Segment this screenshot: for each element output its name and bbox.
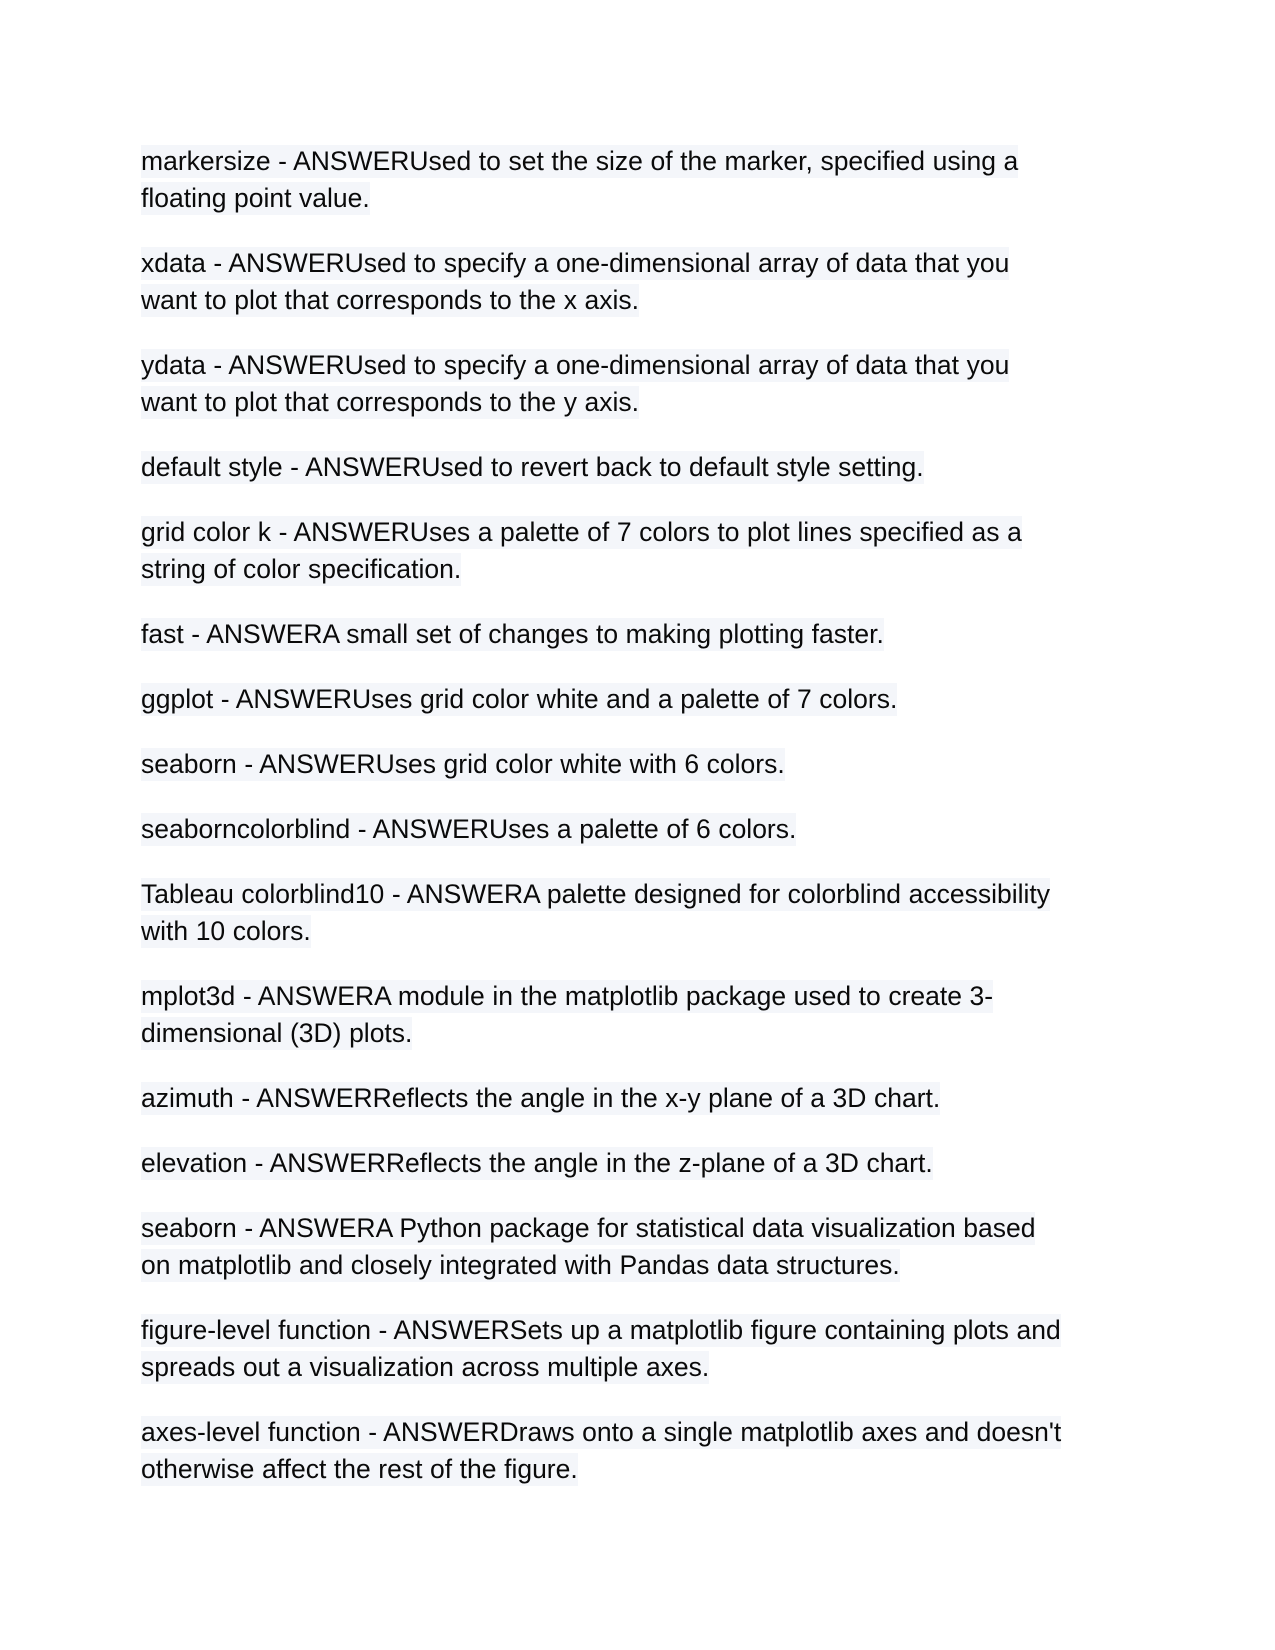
paragraph-text: axes-level function - ANSWERDraws onto a single matplotlib axes and doesn't otherwise affect the rest of the figure. [141,1417,1062,1484]
paragraph-text: seaborn - ANSWERUses grid color white with 6 colors. [141,749,785,779]
paragraph-text: xdata - ANSWERUsed to specify a one-dimensional array of data that you want to plot that corresponds to the x axis. [141,248,1010,315]
flashcard-paragraph-ydata [141,347,1066,421]
flashcard-paragraph-fast [141,616,1066,653]
paragraph-text: ydata - ANSWERUsed to specify a one-dimensional array of data that you want to plot that corresponds to the y axis. [141,350,1010,417]
paragraph-text: default style - ANSWERUsed to revert back to default style setting. [141,452,924,482]
paragraph-text: markersize - ANSWERUsed to set the size of the marker, specified using a floating point value. [141,146,1019,213]
flashcard-paragraph-seaborncolorblind [141,811,1066,848]
flashcard-paragraph-tableau-colorblind10 [141,876,1066,950]
flashcard-paragraph-azimuth [141,1080,1066,1117]
paragraph-text: ggplot - ANSWERUses grid color white and a palette of 7 colors. [141,684,898,714]
flashcard-paragraph-seaborn-package [141,1210,1066,1284]
flashcard-paragraph-elevation [141,1145,1066,1182]
paragraph-text: azimuth - ANSWERReflects the angle in the x-y plane of a 3D chart. [141,1083,941,1113]
paragraph-text: grid color k - ANSWERUses a palette of 7 colors to plot lines specified as a string of color specification. [141,517,1022,584]
paragraph-text: elevation - ANSWERReflects the angle in the z-plane of a 3D chart. [141,1148,933,1178]
document-body [141,143,1066,1488]
flashcard-paragraph-markersize [141,143,1066,217]
paragraph-text: fast - ANSWERA small set of changes to making plotting faster. [141,619,884,649]
flashcard-paragraph-xdata [141,245,1066,319]
paragraph-text: mplot3d - ANSWERA module in the matplotlib package used to create 3-dimensional (3D) plots. [141,981,994,1048]
paragraph-text: Tableau colorblind10 - ANSWERA palette designed for colorblind accessibility with 10 colors. [141,879,1050,946]
paragraph-text: seaborncolorblind - ANSWERUses a palette of 6 colors. [141,814,797,844]
flashcard-paragraph-axes-level-function [141,1414,1066,1488]
flashcard-paragraph-figure-level-function [141,1312,1066,1386]
flashcard-paragraph-default-style [141,449,1066,486]
flashcard-paragraph-mplot3d [141,978,1066,1052]
flashcard-paragraph-ggplot [141,681,1066,718]
flashcard-paragraph-grid-color-k [141,514,1066,588]
flashcard-paragraph-seaborn-style [141,746,1066,783]
paragraph-text: seaborn - ANSWERA Python package for statistical data visualization based on matplotlib and closely integrated with Pandas data structures. [141,1213,1036,1280]
paragraph-text: figure-level function - ANSWERSets up a matplotlib figure containing plots and spreads out a visualization across multiple axes. [141,1315,1061,1382]
